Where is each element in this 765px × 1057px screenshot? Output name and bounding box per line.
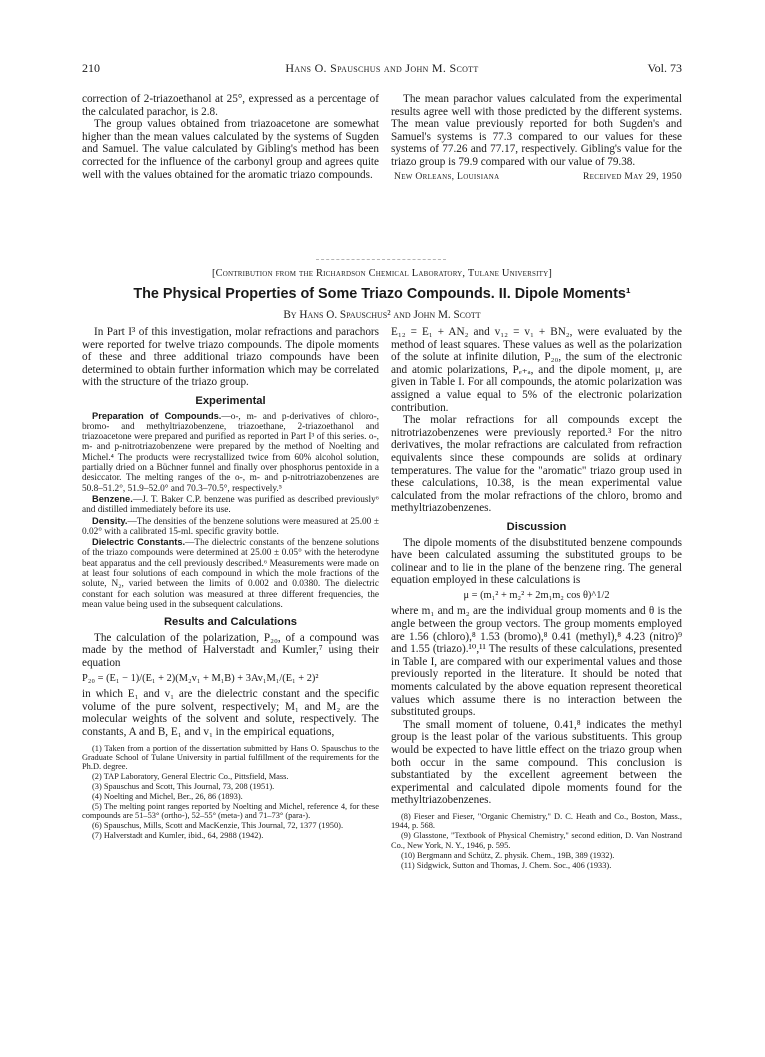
paragraph: correction of 2-triazoethanol at 25°, expressed as a percentage of the calculated parachor, is 2.8. — [82, 93, 379, 118]
volume-label: Vol. 73 — [647, 61, 682, 75]
paragraph: in which E₁ and v₁ are the dielectric constant and the specific volume of the pure solvent, respectively; M₁ and M₂ are the molecular weights of the solvent and solute, respectively. The constants, A and B, E₁ and v₁ in the empirical equations, — [82, 688, 379, 738]
paragraph-text: —The densities of the benzene solutions were measured at 25.00 ± 0.02° with a calibrated 15-ml. specific gravity bottle. — [82, 516, 379, 537]
footnote: (7) Halverstadt and Kumler, ibid., 64, 2988 (1942). — [92, 831, 264, 841]
footnote: (2) TAP Laboratory, General Electric Co., Pittsfield, Mass. — [92, 772, 289, 782]
footnotes-right — [391, 812, 682, 870]
paragraph: The group values obtained from triazoacetone are somewhat higher than the mean values calculated by the systems of Sugden and Samuel. The value calculated by Gibling's method has been corrected for the influence of the carbonyl group and agrees quite well with the values obtained for the aromatic triazo compounds. — [82, 118, 379, 181]
article-title: The Physical Properties of Some Triazo Compounds. II. Dipole Moments¹ — [133, 286, 631, 302]
paragraph-text: —J. T. Baker C.P. benzene was purified as described previously⁶ and distilled immediately before its use. — [82, 494, 379, 516]
footnote: (3) Spauschus and Scott, This Journal, 73, 208 (1951). — [92, 782, 275, 792]
running-header — [82, 61, 682, 77]
signoff — [391, 171, 682, 184]
dipole-equation: μ = (m₁² + m₂² + 2m₁m₂ cos θ)^1/2 — [463, 589, 610, 601]
footnote: (9) Glasstone, "Textbook of Physical Chemistry," second edition, D. Van Nostrand Co., New York, N. Y., 1946, p. 595. — [391, 831, 682, 850]
paragraph: The molar refractions for all compounds except the nitrotriazobenzenes were previously reported.³ For the nitro derivatives, the molar refractions are calculated from refraction equivalents since these compounds are solids at ordinary temperatures. The value for the "aromatic" triazo group used in these calculations, 10.38, is the mean experimental value calculated from the molar refractions of the chloro, bromo and methyltriazobenzenes. — [391, 414, 682, 515]
running-title: Hans O. Spauschus and John M. Scott — [285, 61, 479, 75]
run-in-heading: Dielectric Constants. — [92, 537, 186, 548]
prev-article-column-right — [391, 93, 682, 184]
section-divider — [316, 259, 446, 260]
paragraph: where m₁ and m₂ are the individual group moments and θ is the angle between the group vectors. The group moments employed are 1.56 (chloro),⁸ 1.53 (bromo),⁸ 0.41 (methyl),⁸ 4.23 (nitro)⁹ and 1.55 (triazo).¹⁰,¹¹ The results of these calculations, presented in Table I, are compared with our experimental values and those previously reported in the literature. It should be noted that moments calculated by the above equation represent theoretical values which assume there is no interaction between the substituted groups. — [391, 605, 682, 719]
footnote: (10) Bergmann and Schütz, Z. physik. Chem., 19B, 389 (1932). — [401, 850, 615, 860]
footnote: (8) Fieser and Fieser, "Organic Chemistry," D. C. Heath and Co., Boston, Mass., 1944, p. 568. — [391, 811, 682, 831]
article-column-left — [82, 326, 379, 841]
page-number: 210 — [82, 61, 100, 75]
section-heading: Experimental — [195, 394, 266, 407]
article-column-right — [391, 326, 682, 870]
paragraph: The mean parachor values calculated from the experimental results agree well with those predicted by the different systems. The mean value previously reported for both Sugden's and Samuel's systems is 77.3 compared to our values for these systems of 77.26 and 77.17, respectively. Gibling's value for the triazo group is 79.9 compared with our value of 79.38. — [391, 93, 682, 168]
run-in-heading: Benzene. — [92, 493, 133, 504]
footnote: (11) Sidgwick, Sutton and Thomas, J. Chem. Soc., 406 (1933). — [401, 860, 612, 870]
prev-article-column-left — [82, 93, 379, 181]
intro-paragraph: In Part I³ of this investigation, molar refractions and parachors were reported for twelve triazo compounds. The dipole moments of these and three additional triazo compounds have been determined to obtain further information which may be correlated with the structure of the triazo group. — [82, 326, 379, 389]
paragraph — [82, 516, 379, 538]
paragraph: The small moment of toluene, 0.41,⁸ indicates the methyl group is the least polar of the various substituents. This group would be expected to have little effect on the triazo group when both occur in the same compound. This conclusion is substantiated by the excellent agreement between the experimental and calculated dipole moments found for the methyltriazobenzenes. — [391, 718, 682, 807]
location: New Orleans, Louisiana — [394, 170, 500, 182]
experimental-section — [82, 411, 379, 611]
paragraph-text: —o-, m- and p-derivatives of chloro-, bromo- and methyltriazobenzene, triazoethane, 2-triazoethanol and triazoacetone were prepared and purified as reported in Part I³ of this series. o-, m- and p-nitrotriazobenzene were prepared by the method of Noelting and Michel.⁴ The products were recrystallized twice from 60% alcohol solution, partially dried on a Büchner funnel and finally over phosphorus pentoxide in a desiccator. The melting ranges of the o-, m- and p-nitrotriazobenzenes are 50.8–51.2°, 51.9–52.0° and 70.3–70.5°, respectively.⁵ — [82, 411, 379, 494]
paragraph — [82, 537, 379, 610]
paragraph-text: —The dielectric constants of the benzene solutions of the triazo compounds were determined at 25.00 ± 0.05° with the heterodyne beat apparatus and the cell previously described.⁶ Measurements were made on at least four solutions of each compound in which the mole fractions of the solute, N₂, varied between the limits of 0.002 and 0.0380. The dielectric constant for each solution was measured at three different frequencies, the mean value being used in the subsequent calculations. — [82, 538, 379, 610]
run-in-heading: Preparation of Compounds. — [92, 410, 222, 421]
run-in-heading: Density. — [92, 515, 128, 526]
paragraph: E₁₂ = E₁ + AN₂ and v₁₂ = v₁ + BN₂, were evaluated by the method of least squares. These values as well as the polarization of the solute at infinite dilution, P₂₀, the sum of the electronic and atomic polarizations, Pₑ₊ₐ, and the dipole moment, μ, are given in Table I. For all compounds, the atomic polarization was assigned a value equal to 5% of the electronic polarization contribution. — [391, 326, 682, 414]
paragraph: The dipole moments of the disubstituted benzene compounds have been calculated assuming the substituted groups to be colinear and to lie in the plane of the benzene ring. The general equation employed in these calculations is — [391, 536, 682, 587]
section-heading: Discussion — [506, 520, 567, 533]
received-date: Received May 29, 1950 — [582, 170, 682, 182]
paragraph — [82, 411, 379, 494]
contribution-line: [Contribution from the Richardson Chemical Laboratory, Tulane University] — [211, 268, 553, 279]
footnote: (4) Noelting and Michel, Ber., 26, 86 (1893). — [92, 792, 243, 802]
paragraph — [82, 494, 379, 516]
footnote: (6) Spauschus, Mills, Scott and MacKenzie, This Journal, 72, 1377 (1950). — [92, 821, 344, 831]
footnote: (5) The melting point ranges reported by Noelting and Michel, reference 4, for these compounds are 51–53° (ortho-), 52–55° (meta-) and 71–73° (para-). — [82, 801, 379, 821]
footnotes-left — [82, 744, 379, 841]
byline: By Hans O. Spauschus² and John M. Scott — [283, 309, 481, 321]
footnote: (1) Taken from a portion of the dissertation submitted by Hans O. Spauschus to the Graduate School of Tulane University in partial fulfillment of the requirements for the Ph.D. degree. — [82, 743, 379, 772]
polarization-equation: P₂₀ = (E₁ − 1)/(E₁ + 2)(M₂v₁ + M₁B) + 3Av₁M₁/(E₁ + 2)² — [82, 672, 319, 684]
paragraph: The calculation of the polarization, P₂₀, of a compound was made by the method of Halverstadt and Kumler,⁷ using their equation — [82, 631, 379, 669]
section-heading: Results and Calculations — [163, 616, 298, 629]
